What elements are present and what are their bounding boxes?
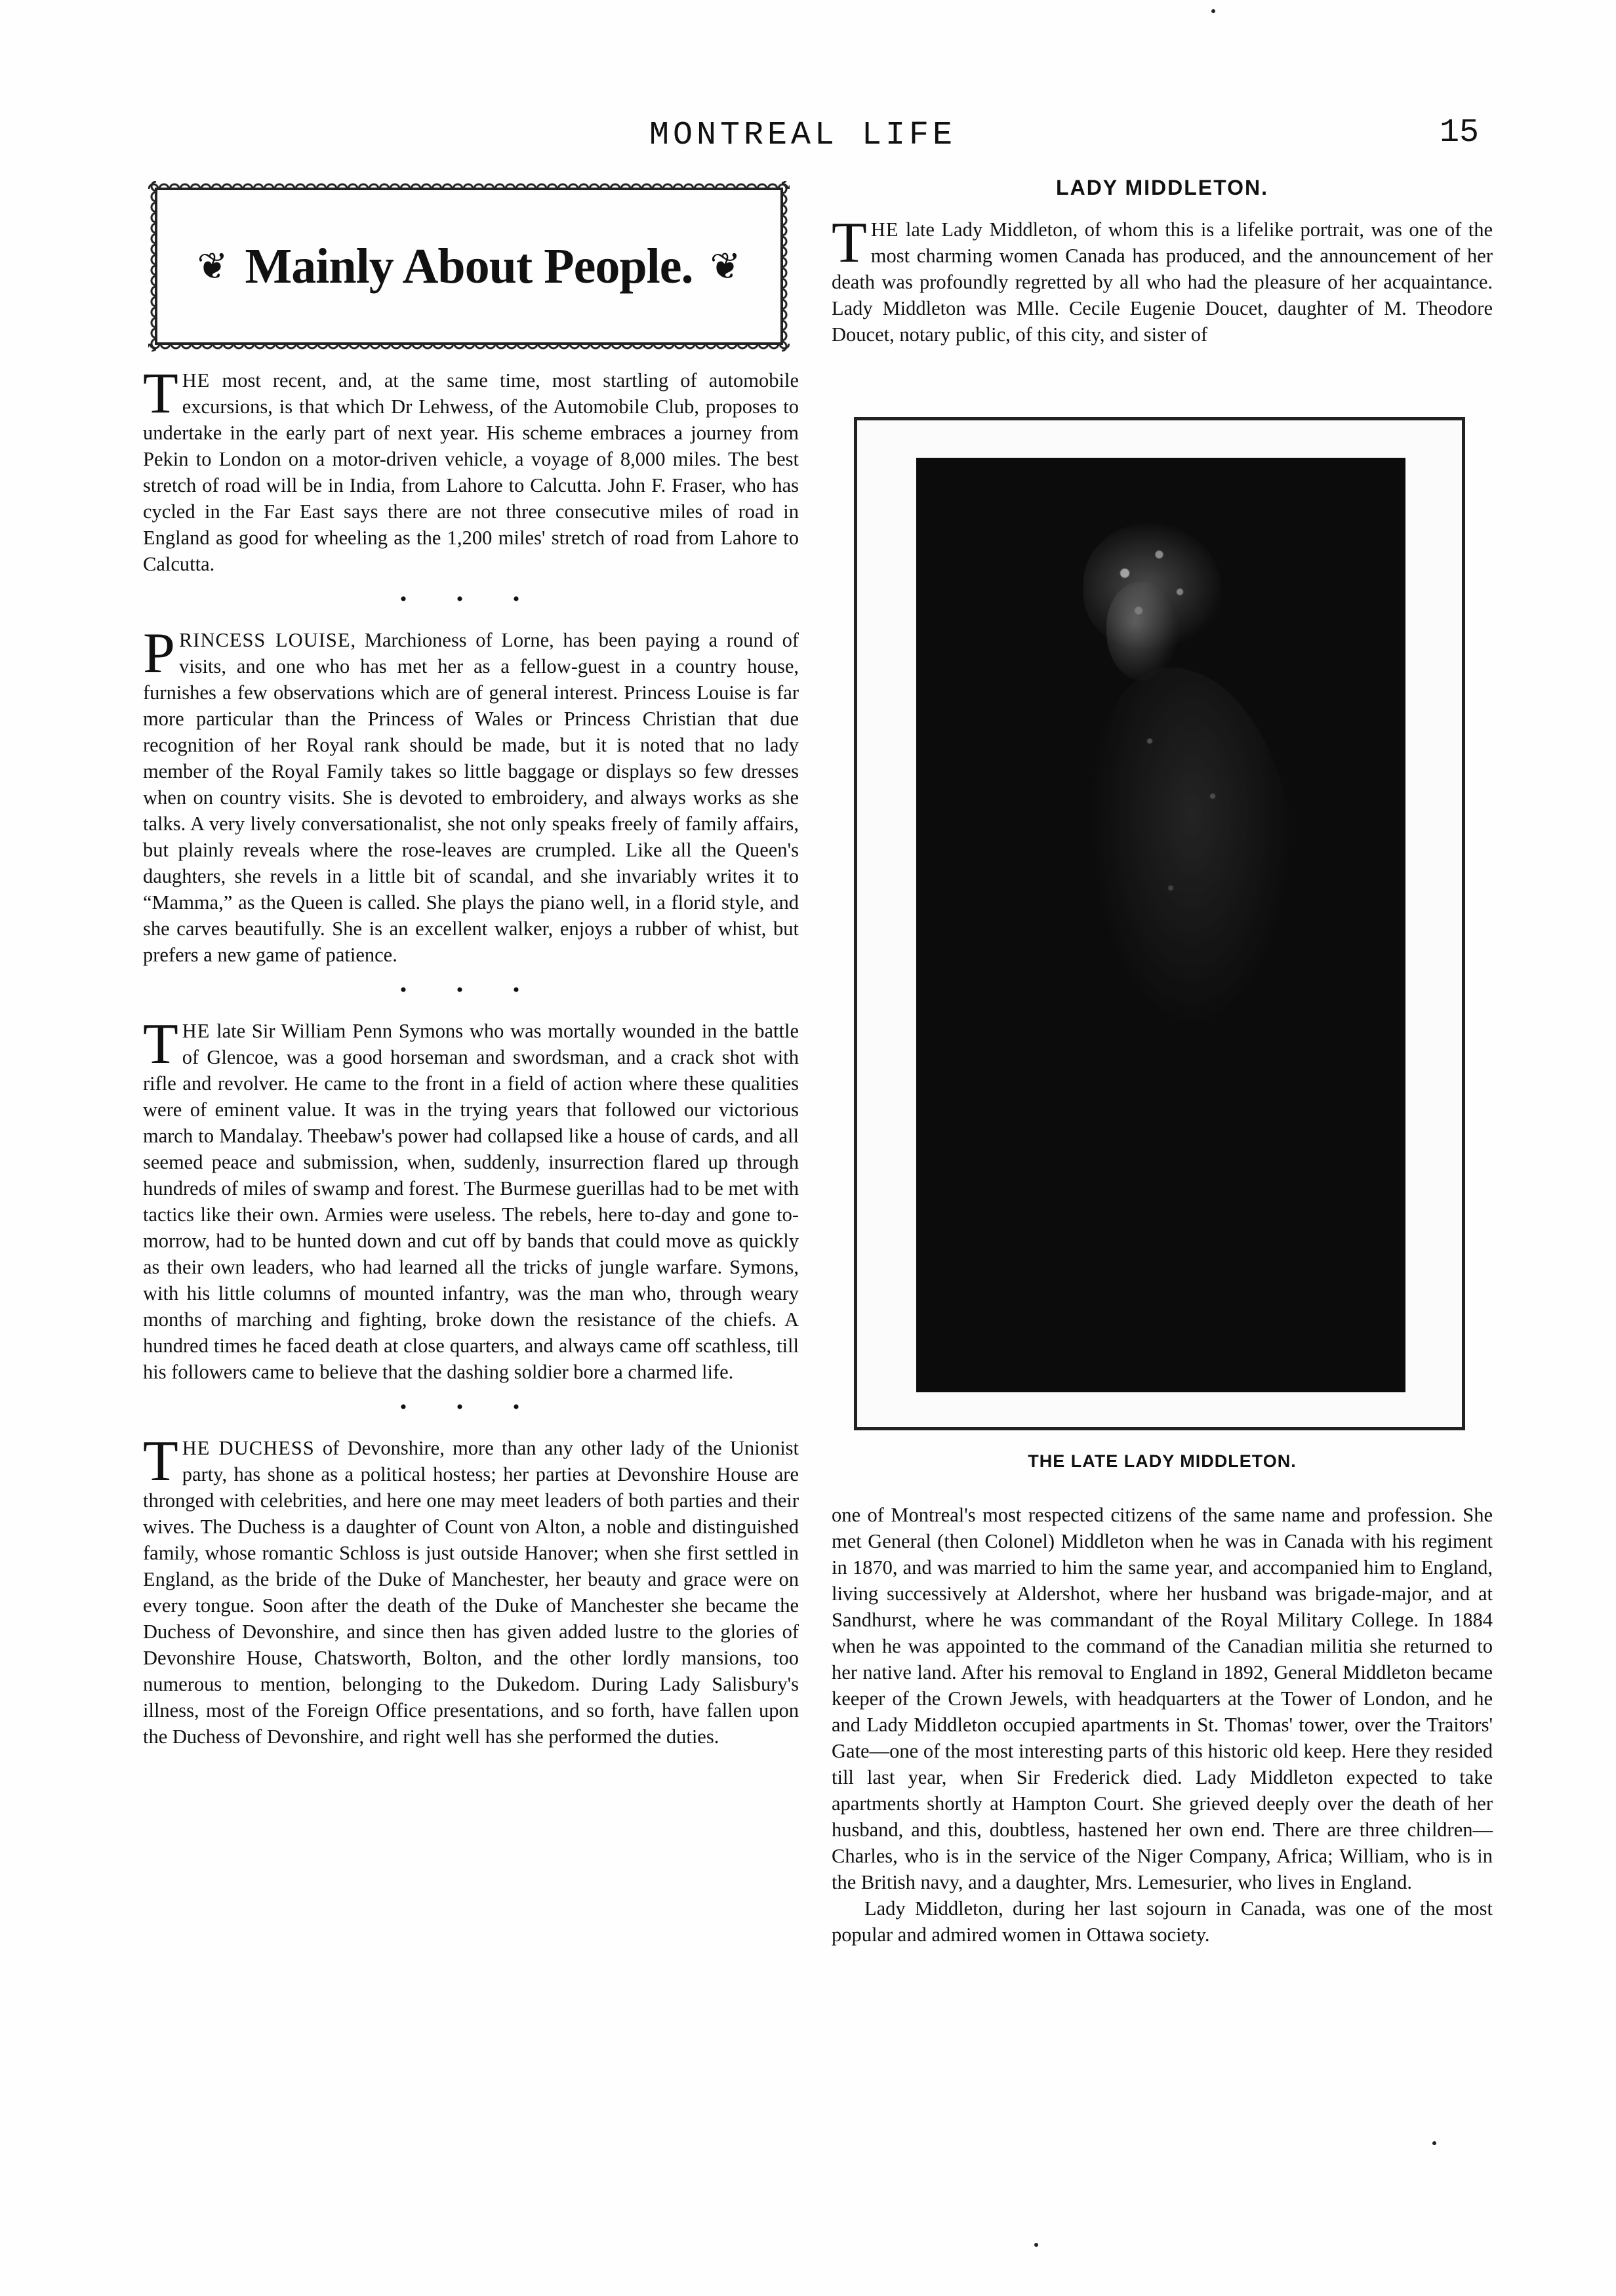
separator-dots: • • • [399, 588, 542, 610]
fleuron-left-icon: ❦ [197, 246, 228, 287]
article-lead: HE DUCHESS [182, 1437, 315, 1459]
portrait-photo [916, 458, 1405, 1392]
print-speck [1034, 2243, 1038, 2247]
article-lead: HE [182, 1020, 211, 1042]
article-lead: HE [870, 218, 899, 241]
article-continuation: one of Montreal's most respected citizens of the same name and profession. She met General (then Colonel) Middleton when he was in Canada with his regiment in 1870, and was married to him the same year, and accompanied him to England, living successively at Aldershot, where her husband was brigade-major, and at Sandhurst, where he was commandant of the Royal Military College. In 1884 when he was appointed to the command of the Canadian militia she returned to her native land. After his removal to England in 1892, General Middleton became keeper of the Crown Jewels, with headquarters at the Tower of London, and he and Lady Middleton occupied apartments in St. Thomas' tower, over the Traitors' Gate—one of the most interesting parts of this historic old keep. Here they resided till last year, when Sir Frederick died. Lady Middleton expected to take apartments shortly at Hampton Court. She grieved deeply over the death of her husband, and this, doubtless, hastened her own end. There are three children—Charles, who is in the service of the Niger Company, Africa; William, who is in the British navy, and a daughter, Mrs. Lemesurier, who lives in England. [832, 1504, 1493, 1893]
article-lady-middleton-intro [832, 211, 1493, 348]
portrait-frame [854, 417, 1465, 1430]
right-column-continuation [832, 1502, 1493, 1948]
article-princess-louise [143, 622, 799, 968]
article-automobile [143, 362, 799, 577]
dropcap: P [143, 622, 175, 685]
dropcap: T [143, 362, 178, 426]
article-duchess-devonshire [143, 1430, 799, 1750]
print-speck [1432, 2141, 1436, 2145]
article-penn-symons [143, 1013, 799, 1385]
running-header: MONTREAL LIFE [649, 117, 957, 154]
separator-dots: • • • [399, 979, 542, 1001]
wavy-border-left [146, 181, 156, 352]
article-lead: RINCESS LOUISE [178, 629, 351, 651]
article-body: late Sir William Penn Symons who was mortally wounded in the battle of Glencoe, was a good horseman and swordsman, and a crack shot with rifle and revolver. He came to the front in a field of action where these qualities were of eminent value. It was in the trying years that followed our victorious march to Mandalay. Theebaw's power had collapsed like a house of cards, and all seemed peace and submission, when, suddenly, insurrection flared up through hundreds of miles of swamp and forest. The Burmese guerillas had to be met with tactics like their own. Armies were useless. The rebels, here to-day and gone to-morrow, had to be hunted down and cut off by bands that could move as quickly as their own leaders, who had learned all the tricks of jungle warfare. Symons, with his little columns of mounted infantry, was the man who, through weary months of marching and fighting, broke down the resistance of the chiefs. A hundred times he faced death at close quarters, and always came off scathless, till his followers came to believe that the dashing soldier bore a charmed life. [143, 1020, 799, 1383]
article-closing: Lady Middleton, during her last sojourn in Canada, was one of the most popular and admired women in Ottawa society. [832, 1897, 1493, 1946]
section-title-box [155, 188, 783, 345]
dropcap: T [143, 1013, 178, 1076]
print-speck [1211, 9, 1215, 13]
wavy-border-right [782, 181, 792, 352]
portrait-face [1106, 582, 1179, 681]
right-column-intro [832, 211, 1493, 357]
article-body: most recent, and, at the same time, most startling of automobile excursions, is that which Dr Lehwess, of the Automobile Club, proposes to undertake in the early part of next year. His scheme embraces a journey from Pekin to London on a motor-driven vehicle, a voyage of 8,000 miles. The best stretch of road will be in India, from Lahore to Calcutta. John F. Fraser, who has cycled in the Far East says there are not three consecutive miles of road in England as good for wheeling as the 1,200 miles' stretch of road from Lahore to Calcutta. [143, 369, 799, 575]
fleuron-right-icon: ❦ [710, 246, 741, 287]
wavy-border-bottom [148, 344, 790, 354]
left-column [143, 362, 799, 1759]
section-title: Mainly About People. [245, 238, 693, 294]
dropcap: T [832, 211, 867, 275]
portrait-caption: THE LATE LADY MIDDLETON. [1028, 1451, 1297, 1471]
article-body: of Devonshire, more than any other lady of the Unionist party, has shone as a political hostess; her parties at Devonshire House are thronged with celebrities, and here one may meet leaders of both parties and their wives. The Duchess is a daughter of Count von Alton, a noble and distinguished family, whose romantic Schloss is just outside Hanover; when she first settled in England, as the bride of the Duke of Manchester, her beauty and grace were on every tongue. Soon after the death of the Duke of Manchester she became the Duchess of Devonshire, and since then has given added lustre to the glories of Devonshire House, Chatsworth, Bolton, and the other lordly mansions, too numerous to mention, belonging to the Dukedom. During Lady Salisbury's illness, most of the Foreign Office presentations, and so forth, have fallen upon the Duchess of Devonshire, and right well has she performed the duties. [143, 1437, 799, 1748]
article-heading-lady-middleton: LADY MIDDLETON. [1056, 176, 1268, 199]
dropcap: T [143, 1430, 178, 1493]
article-lead: HE [182, 369, 211, 392]
portrait-shoulder [1087, 668, 1297, 1035]
separator-dots: • • • [399, 1396, 542, 1418]
article-body: late Lady Middleton, of whom this is a lifelike portrait, was one of the most charming women Canada has produced, and the announcement of her death was profoundly regretted by all who had the pleasure of her acquaintance. Lady Middleton was Mlle. Cecile Eugenie Doucet, daughter of M. Theodore Doucet, notary public, of this city, and sister of [832, 218, 1493, 346]
page-number: 15 [1440, 114, 1480, 151]
article-body: , Marchioness of Lorne, has been paying a round of visits, and one who has met her as a fellow-guest in a country house, furnishes a few observations which are of general interest. Princess Louise is far more particular than the Princess of Wales or Princess Christian that due recognition of her Royal rank should be made, but it is noted that no lady member of the Royal Family takes so little baggage or displays so few dresses when on country visits. She is devoted to embroidery, and always works as she talks. A very lively conversationalist, she not only speaks freely of family affairs, but plainly reveals where the rose-leaves are crumpled. Like all the Queen's daughters, she revels in a little bit of scandal, and she invariably writes it to “Mamma,” as the Queen is called. She plays the piano well, in a florid style, and she carves beautifully. She is an excellent walker, enjoys a rubber of whist, but prefers a new game of patience. [143, 629, 799, 966]
wavy-border-top [148, 178, 790, 189]
